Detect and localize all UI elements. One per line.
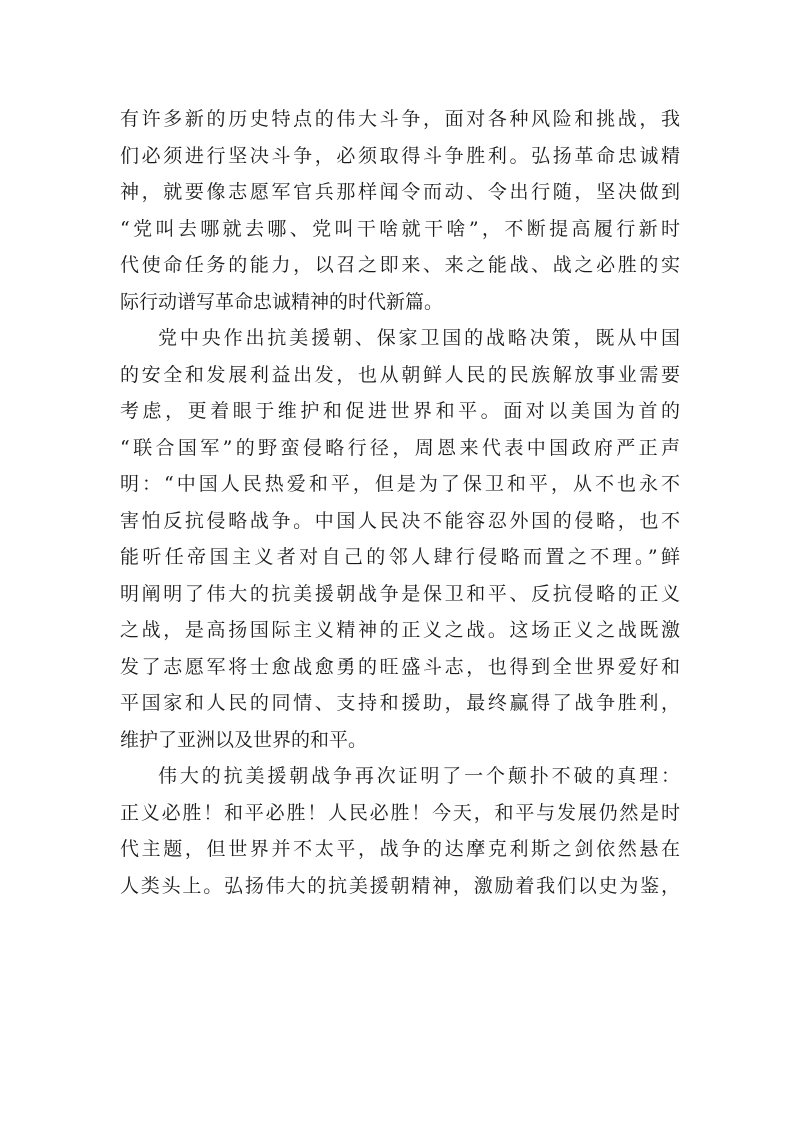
text-line: 代使命任务的能力，以召之即来、来之能战、战之必胜的实 — [120, 254, 680, 276]
text-line: 代主题，但世界并不太平，战争的达摩克利斯之剑依然悬在 — [120, 838, 680, 860]
text-line: 际行动谱写革命忠诚精神的时代新篇。 — [120, 290, 444, 313]
body-text — [120, 101, 680, 904]
text-line: “联合国军”的野蛮侵略行径，周恩来代表中国政府严正声 — [120, 436, 680, 459]
text-line: 发了志愿军将士愈战愈勇的旺盛斗志，也得到全世界爱好和 — [120, 655, 680, 678]
text-line: 之战，是高扬国际主义精神的正义之战。这场正义之战既激 — [120, 619, 680, 641]
text-line: 神，就要像志愿军官兵那样闻令而动、令出行随，坚决做到 — [120, 181, 680, 203]
text-line: 党中央作出抗美援朝、保家卫国的战略决策，既从中国 — [158, 327, 680, 349]
text-line: 考虑，更着眼于维护和促进世界和平。面对以美国为首的 — [120, 400, 680, 422]
text-line: 维护了亚洲以及世界的和平。 — [120, 728, 368, 751]
text-line: 有许多新的历史特点的伟大斗争，面对各种风险和挑战，我 — [120, 108, 680, 130]
text-line: 们必须进行坚决斗争，必须取得斗争胜利。弘扬革命忠诚精 — [120, 144, 680, 167]
text-line: 能听任帝国主义者对自己的邻人肆行侵略而置之不理。”鲜 — [120, 546, 680, 568]
text-line: 平国家和人民的同情、支持和援助，最终赢得了战争胜利， — [120, 692, 680, 714]
text-line: 人类头上。弘扬伟大的抗美援朝精神，激励着我们以史为鉴， — [120, 874, 680, 897]
text-line: 的安全和发展利益出发，也从朝鲜人民的民族解放事业需要 — [120, 363, 680, 386]
text-line: 害怕反抗侵略战争。中国人民决不能容忍外国的侵略，也不 — [120, 509, 680, 532]
text-line: 明阐明了伟大的抗美援朝战争是保卫和平、反抗侵略的正义 — [120, 582, 680, 605]
text-line: “党叫去哪就去哪、党叫干啥就干啥”，不断提高履行新时 — [120, 217, 680, 240]
text-line: 明：“中国人民热爱和平，但是为了保卫和平，从不也永不 — [120, 473, 680, 495]
text-line: 正义必胜！和平必胜！人民必胜！今天，和平与发展仍然是时 — [120, 801, 680, 824]
text-line: 伟大的抗美援朝战争再次证明了一个颠扑不破的真理： — [158, 765, 680, 787]
